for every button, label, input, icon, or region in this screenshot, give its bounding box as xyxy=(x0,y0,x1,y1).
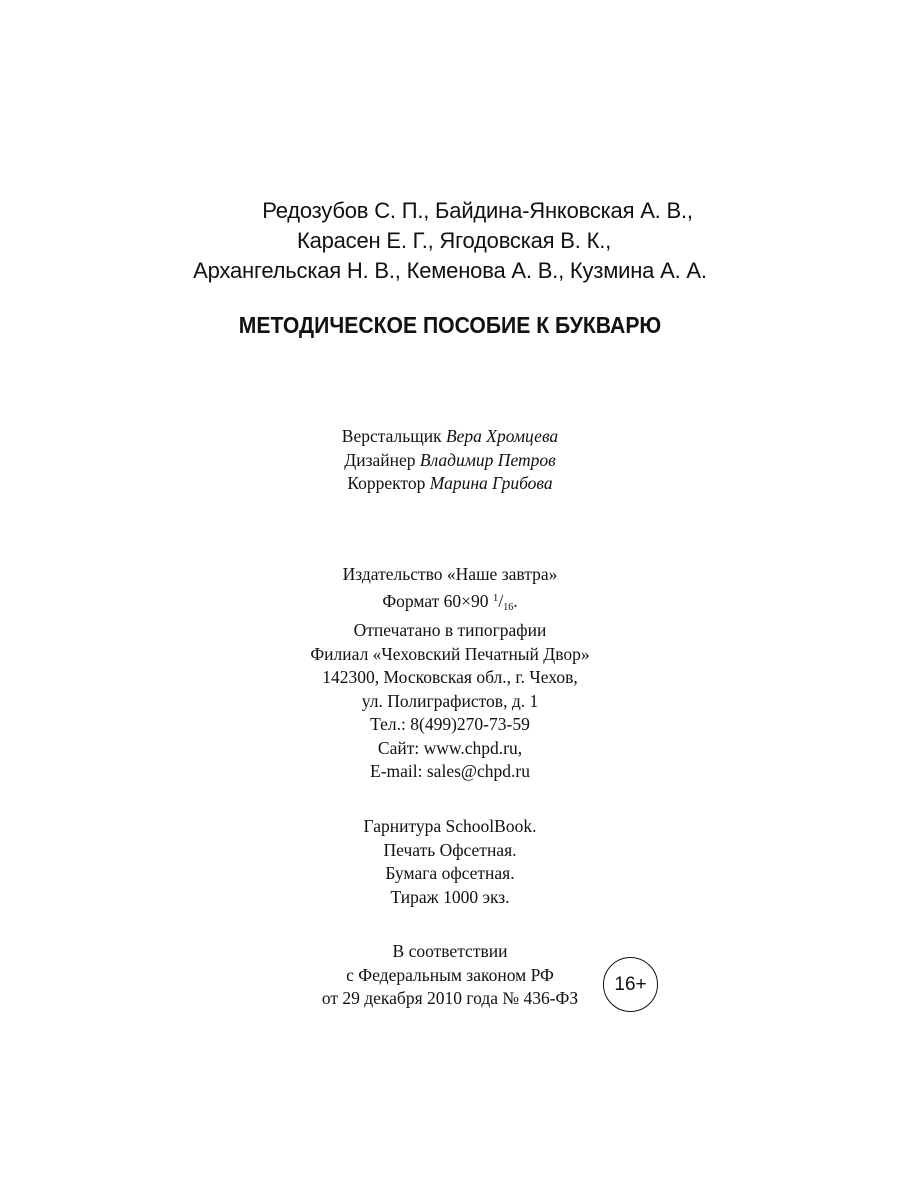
law-line: с Федеральным законом РФ xyxy=(346,964,554,985)
email-line: E-mail: sales@chpd.ru xyxy=(370,761,530,781)
law-line: В соответствии xyxy=(392,941,508,961)
law-block xyxy=(0,940,900,1011)
credit-line xyxy=(0,425,900,449)
authors-line: Редозубов С. П., Байдина-Янковская А. В., xyxy=(262,198,693,223)
credit-line xyxy=(0,449,900,473)
publisher-name: Издательство «Наше завтра» xyxy=(342,564,558,584)
specs-block xyxy=(0,815,900,909)
authors-block xyxy=(0,196,900,286)
credit-line xyxy=(0,472,900,496)
spec-line: Печать Офсетная. xyxy=(383,839,517,860)
format-numerator: 1 xyxy=(492,591,499,604)
phone-line: Тел.: 8(499)270-73-59 xyxy=(370,714,530,734)
format-denominator: 16 xyxy=(503,601,514,613)
spec-line: Гарнитура SchoolBook. xyxy=(363,816,537,836)
printed-line: Отпечатано в типографии xyxy=(353,620,547,640)
credit-role: Дизайнер xyxy=(344,449,416,470)
spec-line: Бумага офсетная. xyxy=(385,863,515,883)
publisher-block xyxy=(0,563,900,784)
credit-name: Вера Хромцева xyxy=(445,426,559,446)
address-line: 142300, Московская обл., г. Чехов, xyxy=(322,667,578,687)
format-label: Формат 60×90 xyxy=(382,590,489,611)
age-rating-badge: 16+ xyxy=(603,957,658,1012)
format-line xyxy=(0,587,900,620)
site-line: Сайт: www.chpd.ru, xyxy=(377,737,523,758)
credits-block xyxy=(0,425,900,496)
authors-line: Карасен Е. Г., Ягодовская В. К., xyxy=(296,228,612,253)
credit-role: Корректор xyxy=(347,473,426,493)
branch-line: Филиал «Чеховский Печатный Двор» xyxy=(310,643,590,664)
authors-line: Архангельская Н. В., Кеменова А. В., Кузмина А. А. xyxy=(193,258,707,283)
spec-line: Тираж 1000 экз. xyxy=(390,886,510,907)
address-line: ул. Полиграфистов, д. 1 xyxy=(361,690,539,711)
format-slash: / xyxy=(498,590,504,611)
credit-role: Верстальщик xyxy=(341,426,442,446)
credit-name: Марина Грибова xyxy=(429,473,553,493)
law-line: от 29 декабря 2010 года № 436-ФЗ xyxy=(321,988,579,1008)
book-title: МЕТОДИЧЕСКОЕ ПОСОБИЕ К БУКВАРЮ xyxy=(238,312,662,338)
format-end: . xyxy=(513,590,518,611)
credit-name: Владимир Петров xyxy=(419,449,556,470)
